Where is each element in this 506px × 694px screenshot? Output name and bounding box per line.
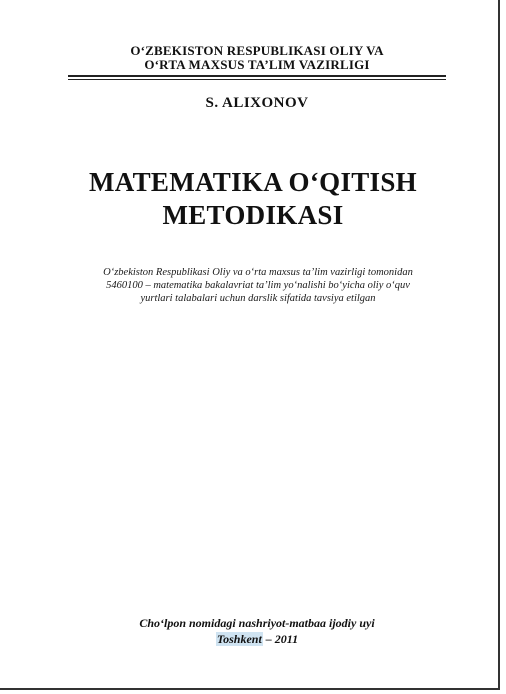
publisher-name: Cho‘lpon nomidagi nashriyot-matbaa ijodiy uyi (139, 616, 375, 630)
header-rule-thick (68, 75, 446, 77)
publication-city: Toshkent (216, 632, 262, 646)
approval-note-line-3: yurtlari talabalari uchun darslik sifatida tavsiya etilgan (140, 293, 376, 304)
book-title-line-1: MATEMATIKA O‘QITISH (89, 167, 417, 197)
approval-note-line-2: 5460100 – matematika bakalavriat ta’lim yo‘nalishi bo‘yicha oliy o‘quv (106, 280, 410, 291)
header-rule-thin (68, 79, 446, 80)
ministry-name-line-1: O‘ZBEKISTON RESPUBLIKASI OLIY VA (130, 43, 384, 58)
year-separator: – (262, 632, 275, 646)
approval-note-line-1: O‘zbekiston Respublikasi Oliy va o‘rta maxsus ta’lim vazirligi tomonidan (103, 267, 413, 278)
author-name: S. ALIXONOV (205, 95, 309, 111)
publication-year: 2011 (274, 632, 299, 646)
ministry-name-line-2: O‘RTA MAXSUS TA’LIM VAZIRLIGI (144, 57, 370, 72)
book-title-line-2: METODIKASI (162, 200, 344, 230)
city-year (64, 632, 450, 647)
